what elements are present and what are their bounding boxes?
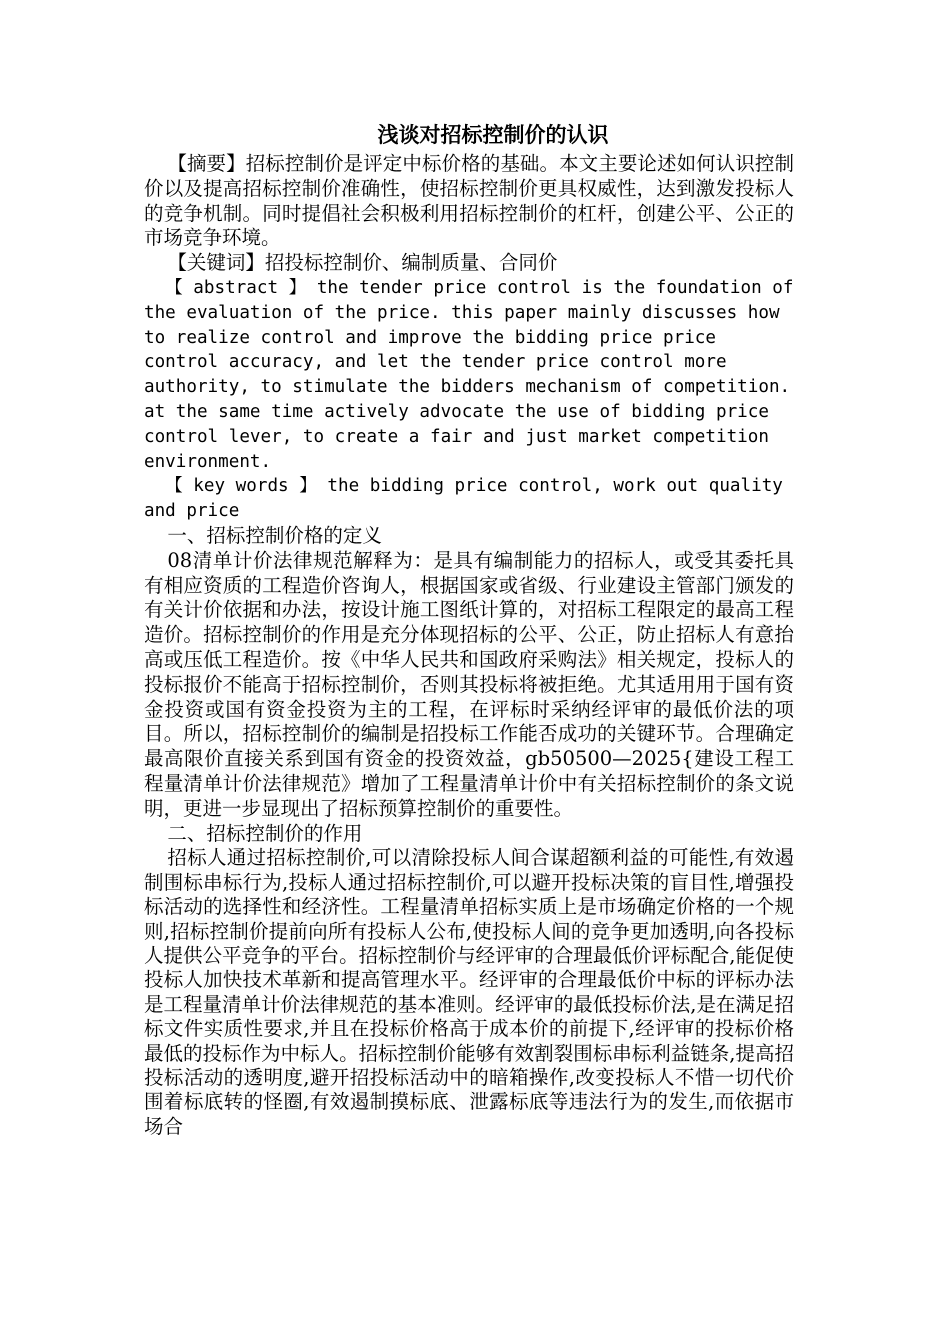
section-heading-definition: 一、招标控制价格的定义	[167, 523, 382, 547]
keywords-chinese: 【关键词】招投标控制价、编制质量、合同价	[167, 251, 558, 275]
document-body	[144, 118, 794, 1139]
keywords-english: 【 key words 】 the bidding price control, work out quality and price	[144, 476, 783, 522]
section-body-definition: 08清单计价法律规范解释为：是具有编制能力的招标人，或受其委托具有相应资质的工程造价咨询人，根据国家或省级、行业建设主管部门颁发的有关计价依据和办法，按设计施工图纸计算的，对招标工程限定的最高工程造价。招标控制价的作用是充分体现招标的公平、公正，防止招标人有意抬高或压低工程造价。按《中华人民共和国政府采购法》相关规定，投标人的投标报价不能高于招标控制价，否则其投标将被拒绝。尤其适用用于国有资金投资或国有资金投资为主的工程，在评标时采纳经评审的最低价法的项目。所以，招标控制价的编制是招投标工作能否成功的关键环节。合理确定最高限价直接关系到国有资金的投资效益，gb50500—2025{建设工程工程量清单计价法律规范》增加了工程量清单计价中有关招标控制价的条文说明，更进一步显现出了招标预算控制价的重要性。	[144, 548, 794, 820]
section-heading-function: 二、招标控制价的作用	[167, 821, 363, 845]
abstract-chinese: 【摘要】招标控制价是评定中标价格的基础。本文主要论述如何认识控制价以及提高招标控制价准确性，使招标控制价更具权威性，达到激发投标人的竞争机制。同时提倡社会积极利用招标控制价的杠杆，创建公平、公正的市场竞争环境。	[144, 152, 794, 250]
document-title: 浅谈对招标控制价的认识	[377, 122, 609, 147]
section-body-function: 招标人通过招标控制价,可以清除投标人间合谋超额利益的可能性,有效遏制围标串标行为,投标人通过招标控制价,可以避开投标决策的盲目性,增强投标活动的选择性和经济性。工程量清单招标实质上是市场确定价格的一个规则,招标控制价提前向所有投标人公布,使投标人间的竞争更加透明,向各投标人提供公平竞争的平台。招标控制价与经评审的合理最低价评标配合,能促使投标人加快技术革新和提高管理水平。经评审的合理最低价中标的评标办法是工程量清单计价法律规范的基本准则。经评审的最低投标价法,是在满足招标文件实质性要求,并且在投标价格高于成本价的前提下,经评审的投标价格最低的投标作为中标人。招标控制价能够有效割裂围标串标利益链条,提高招投标活动的透明度,避开招投标活动中的暗箱操作,改变投标人不惜一切代价围着标底转的怪圈,有效遏制摸标底、泄露标底等违法行为的发生,而依据市场合	[144, 846, 794, 1138]
abstract-english: 【 abstract 】 the tender price control is the foundation of the evaluation of the price. this paper mainly discusses how to realize control and improve the bidding price price control accuracy, and let the tender price control more authority, to stimulate the bidders mechanism of competition. at the same time actively advocate the use of bidding price control lever, to create a fair and just market competition environment.	[144, 277, 794, 472]
